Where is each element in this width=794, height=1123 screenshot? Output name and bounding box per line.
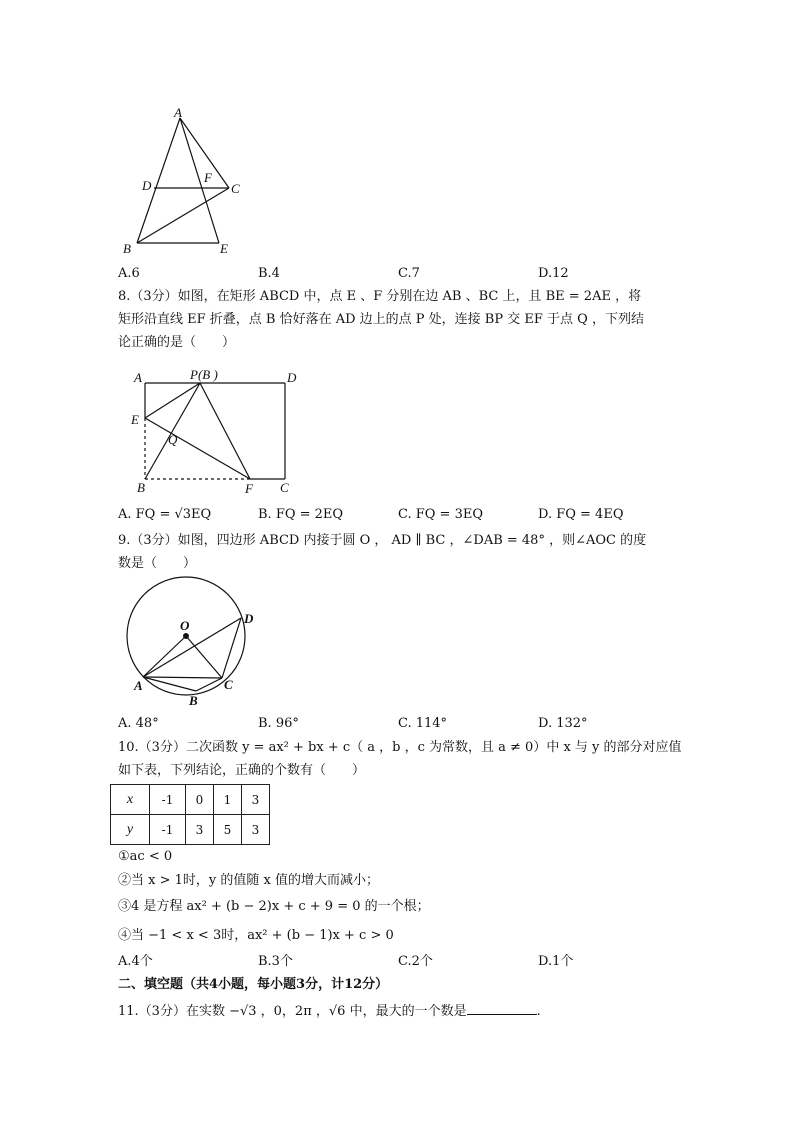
q9-option-c[interactable]: C. 114° [398, 716, 448, 731]
table-row-x [111, 785, 270, 815]
q8-stem-line-2: 矩形沿直线 EF 折叠，点 B 恰好落在 AD 边上的点 P 处，连接 BP 交 EF 于点 Q ，下列结 [118, 312, 644, 327]
q8-label-f: F [245, 481, 253, 496]
q8-label-b: B [137, 480, 145, 495]
q10-value-table [110, 784, 270, 845]
q10-option-a[interactable]: A.4个 [118, 954, 153, 969]
q7-label-b: B [123, 241, 131, 256]
q7-option-c[interactable]: C.7 [398, 266, 420, 281]
q7-label-a: A [174, 105, 182, 120]
q7-label-c: C [231, 181, 240, 196]
q9-label-o: O [180, 618, 190, 633]
table-row-y [111, 815, 270, 845]
q9-label-b: B [189, 693, 198, 708]
table-header-x: x [111, 785, 150, 815]
table-cell: -1 [150, 815, 186, 845]
q8-rectangle-figure [145, 383, 285, 479]
q7-option-b[interactable]: B.4 [258, 266, 280, 281]
table-cell: 3 [186, 815, 214, 845]
table-cell: 1 [214, 785, 242, 815]
q10-option-d[interactable]: D.1个 [538, 954, 574, 969]
q11-answer-blank[interactable] [467, 1002, 537, 1015]
q9-label-c: C [224, 677, 233, 692]
q8-label-p: P(B ) [190, 367, 218, 382]
q8-option-c[interactable]: C. FQ = 3EQ [398, 507, 484, 522]
q7-label-f: F [204, 170, 212, 185]
q7-option-d[interactable]: D.12 [538, 266, 569, 281]
q8-label-c: C [280, 480, 289, 495]
q9-label-a: A [134, 678, 143, 693]
q8-label-q: Q [168, 432, 178, 447]
table-cell: 3 [242, 815, 270, 845]
q9-stem-line-1: 9.（3分）如图，四边形 ABCD 内接于圆 O ， AD ∥ BC ，∠DAB = 48° ，则∠AOC 的度 [118, 533, 647, 548]
table-cell: 5 [214, 815, 242, 845]
q9-label-d: D [244, 611, 254, 626]
q7-label-e: E [220, 241, 228, 256]
table-cell: 0 [186, 785, 214, 815]
q7-label-d: D [142, 178, 152, 193]
q8-label-e: E [131, 412, 139, 427]
section-heading-fill-in: 二、填空题（共4小题，每小题3分，计12分） [118, 977, 389, 992]
q10-option-c[interactable]: C.2个 [398, 954, 433, 969]
table-cell: 3 [242, 785, 270, 815]
q10-statement-3: ③4 是方程 ax² + (b − 2)x + c + 9 = 0 的一个根； [118, 899, 430, 914]
q8-label-a: A [134, 370, 142, 385]
q8-option-d[interactable]: D. FQ = 4EQ [538, 507, 624, 522]
q10-stem-line-2: 如下表，下列结论，正确的个数有（ ） [118, 763, 366, 778]
q9-option-a[interactable]: A. 48° [118, 716, 159, 731]
q8-option-b[interactable]: B. FQ = 2EQ [258, 507, 344, 522]
q8-label-d: D [287, 370, 297, 385]
q8-stem-line-3: 论正确的是（ ） [118, 335, 236, 350]
q9-stem-line-2: 数是（ ） [118, 556, 197, 571]
table-cell: -1 [150, 785, 186, 815]
q8-stem-line-1: 8.（3分）如图，在矩形 ABCD 中，点 E 、F 分别在边 AB 、BC 上，且 BE = 2AE ，将 [118, 289, 642, 304]
q9-option-d[interactable]: D. 132° [538, 716, 588, 731]
q7-option-a[interactable]: A.6 [118, 266, 140, 281]
q9-option-b[interactable]: B. 96° [258, 716, 299, 731]
q10-stem-line-1: 10.（3分）二次函数 y = ax² + bx + c（ a ，b ，c 为常数，且 a ≠ 0）中 x 与 y 的部分对应值 [118, 740, 682, 755]
q10-statement-4: ④当 −1 < x < 3时，ax² + (b − 1)x + c > 0 [118, 928, 394, 943]
q11-stem-line [118, 1002, 541, 1021]
q9-center-dot [183, 633, 189, 639]
q8-option-a[interactable]: A. FQ = √3EQ [118, 507, 212, 522]
q11-end: . [536, 1004, 541, 1019]
q11-stem: 11.（3分）在实数 −√3 ，0，2π ，√6 中，最大的一个数是 [118, 1004, 467, 1019]
table-header-y: y [111, 815, 150, 845]
q10-option-b[interactable]: B.3个 [258, 954, 293, 969]
q10-statement-1: ①ac < 0 [118, 849, 173, 864]
q10-statement-2: ②当 x > 1时，y 的值随 x 值的增大而减小； [118, 873, 379, 888]
